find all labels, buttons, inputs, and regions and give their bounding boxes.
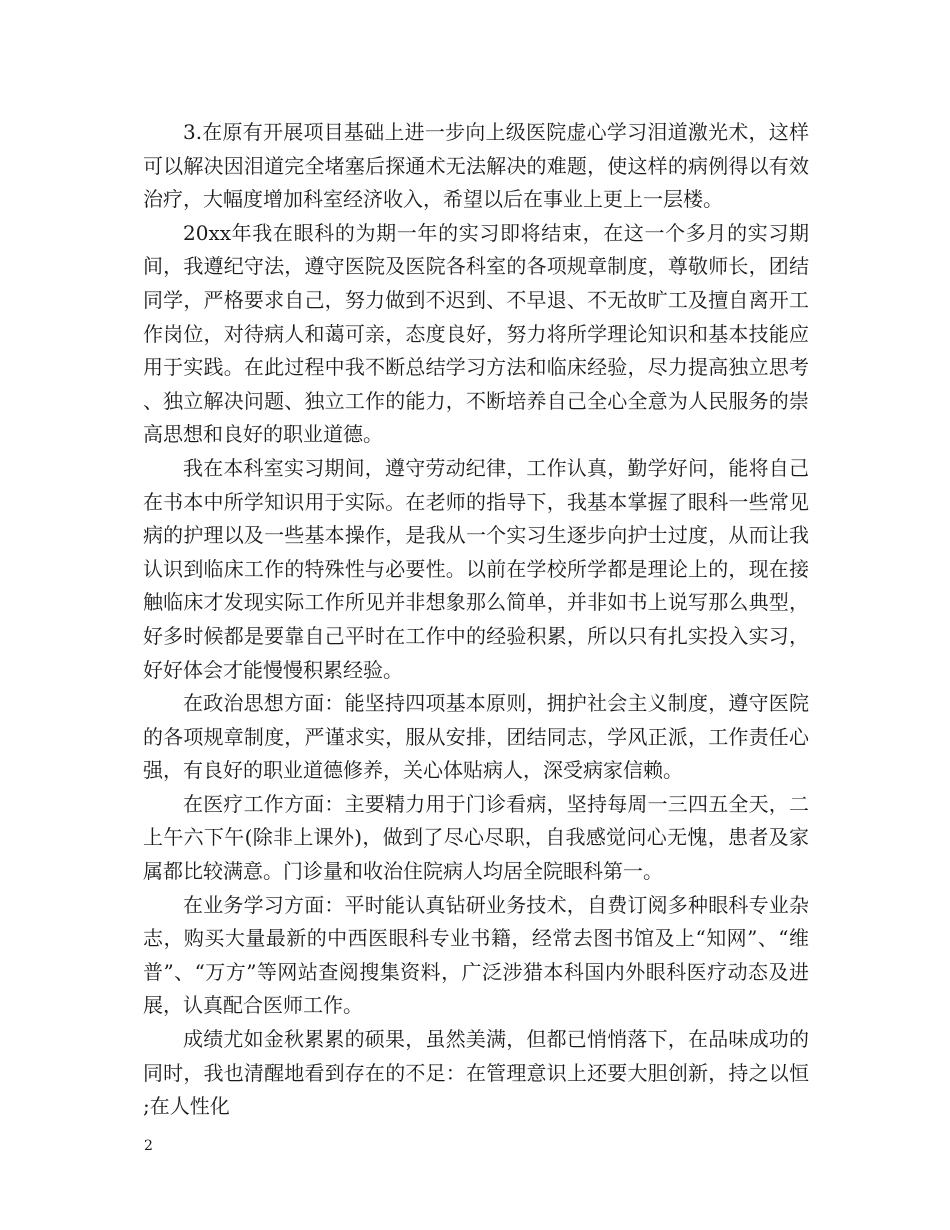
paragraph-political-thought: 在政治思想方面：能坚持四项基本原则，拥护社会主义制度，遵守医院的各项规章制度，严谨求实，服从安排，团结同志，学风正派，工作责任心强，有良好的职业道德修养，关心体贴病人，深受病家信赖。 xyxy=(143,691,809,783)
paragraph-laser-surgery: 3.在原有开展项目基础上进一步向上级医院虚心学习泪道激光术，这样可以解决因泪道完全堵塞后探通术无法解决的难题，使这样的病例得以有效治疗，大幅度增加科室经济收入，希望以后在事业上更上一层楼。 xyxy=(143,120,809,212)
paragraph-internship-summary: 20xx年我在眼科的为期一年的实习即将结束，在这一个多月的实习期间，我遵纪守法，遵守医院及医院各科室的各项规章制度，尊敬师长，团结同学，严格要求自己，努力做到不迟到、不早退、不无故旷工及擅自离开工作岗位，对待病人和蔼可亲，态度良好，努力将所学理论知识和基本技能应用于实践。在此过程中我不断总结学习方法和临床经验，尽力提高独立思考、独立解决问题、独立工作的能力，不断培养自己全心全意为人民服务的崇高思想和良好的职业道德。 xyxy=(143,220,809,447)
paragraph-achievements: 成绩尤如金秋累累的硕果，虽然美满，但都已悄悄落下，在品味成功的同时，我也清醒地看到存在的不足：在管理意识上还要大胆创新，持之以恒;在人性化 xyxy=(143,1027,809,1119)
paragraph-medical-work: 在医疗工作方面：主要精力用于门诊看病，坚持每周一三四五全天，二上午六下午(除非上课外)，做到了尽心尽职，自我感觉问心无愧，患者及家属都比较满意。门诊量和收治住院病人均居全院眼科第一。 xyxy=(143,791,809,884)
paragraph-professional-study: 在业务学习方面：平时能认真钻研业务技术，自费订阅多种眼科专业杂志，购买大量最新的中西医眼科专业书籍，经常去图书馆及上“知网”、“维普”、“万方”等网站查阅搜集资料，广泛涉猎本科国内外眼科医疗动态及进展，认真配合医师工作。 xyxy=(143,892,809,1018)
body-text xyxy=(143,116,809,1124)
page-number: 2 xyxy=(144,1138,153,1154)
paragraph-department-practice: 我在本科室实习期间，遵守劳动纪律，工作认真，勤学好问，能将自己在书本中所学知识用于实际。在老师的指导下，我基本掌握了眼科一些常见病的护理以及一些基本操作，是我从一个实习生逐步向护士过度，从而让我认识到临床工作的特殊性与必要性。以前在学校所学都是理论上的，现在接触临床才发现实际工作所见并非想象那么简单，并非如书上说写那么典型，好多时候都是要靠自己平时在工作中的经验积累，所以只有扎实投入实习，好好体会才能慢慢积累经验。 xyxy=(143,455,809,682)
